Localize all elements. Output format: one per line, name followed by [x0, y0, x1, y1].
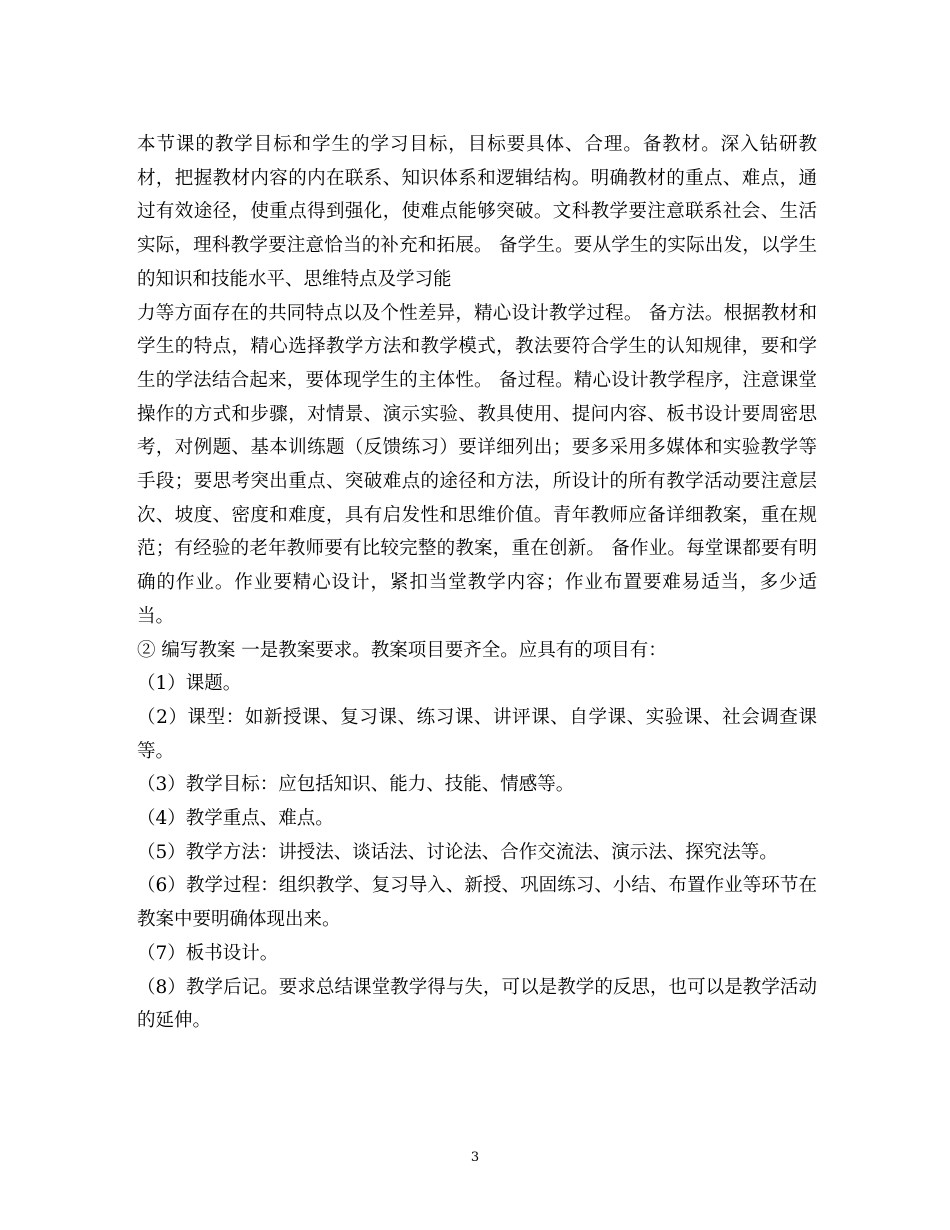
paragraph-preparation-methods: 力等方面存在的共同特点以及个性差异，精心设计教学过程。 备方法。根据教材和学生的特点，精心选择教学方法和教学模式，教法要符合学生的认知规律，要和学生的学法结合起来，要体现学生的主体性。 备过程。精心设计教学程序，注意课堂操作的方式和步骤，对情景、演示实验、教具使用、提问内容、板书设计要周密思考，对例题、基本训练题（反馈练习）要详细列出；要多采用多媒体和实验教学等手段；要思考突出重点、突破难点的途径和方法，所设计的所有教学活动要注意层次、坡度、密度和难度，具有启发性和思维价值。青年教师应备详细教案，重在规范；有经验的老年教师要有比较完整的教案，重在创新。 备作业。每堂课都要有明确的作业。作业要精心设计，紧扣当堂教学内容；作业布置要难易适当，多少适当。 [137, 302, 817, 627]
list-item-key-points: （4）教学重点、难点。 [137, 808, 334, 830]
list-item-teaching-process: （6）教学过程：组织教学、复习导入、新授、巩固练习、小结、布置作业等环节在教案中要明确体现出来。 [137, 875, 817, 931]
list-item-teaching-methods: （5）教学方法：讲授法、谈话法、讨论法、合作交流法、演示法、探究法等。 [137, 841, 778, 863]
page-number: 3 [470, 1150, 480, 1165]
list-item-lesson-type: （2）课型：如新授课、复习课、练习课、讲评课、自学课、实验课、社会调查课等。 [137, 706, 817, 762]
document-body [137, 128, 817, 1038]
list-item-teaching-reflection: （8）教学后记。要求总结课堂教学得与失，可以是教学的反思，也可以是教学活动的延伸。 [137, 976, 817, 1032]
list-item-blackboard-design: （7）板书设计。 [137, 942, 279, 964]
paragraph-lesson-plan-heading: ② 编写教案 一是教案要求。教案项目要齐全。应具有的项目有： [137, 639, 667, 661]
list-item-teaching-objectives: （3）教学目标：应包括知识、能力、技能、情感等。 [137, 774, 575, 796]
paragraph-lesson-preparation: 本节课的教学目标和学生的学习目标，目标要具体、合理。备教材。深入钻研教材，把握教材内容的内在联系、知识体系和逻辑结构。明确教材的重点、难点，通过有效途径，使重点得到强化，使难点能够突破。文科教学要注意联系社会、生活实际，理科教学要注意恰当的补充和拓展。 备学生。要从学生的实际出发，以学生的知识和技能水平、思维特点及学习能 [137, 134, 817, 290]
list-item-topic: （1）课题。 [137, 673, 242, 695]
